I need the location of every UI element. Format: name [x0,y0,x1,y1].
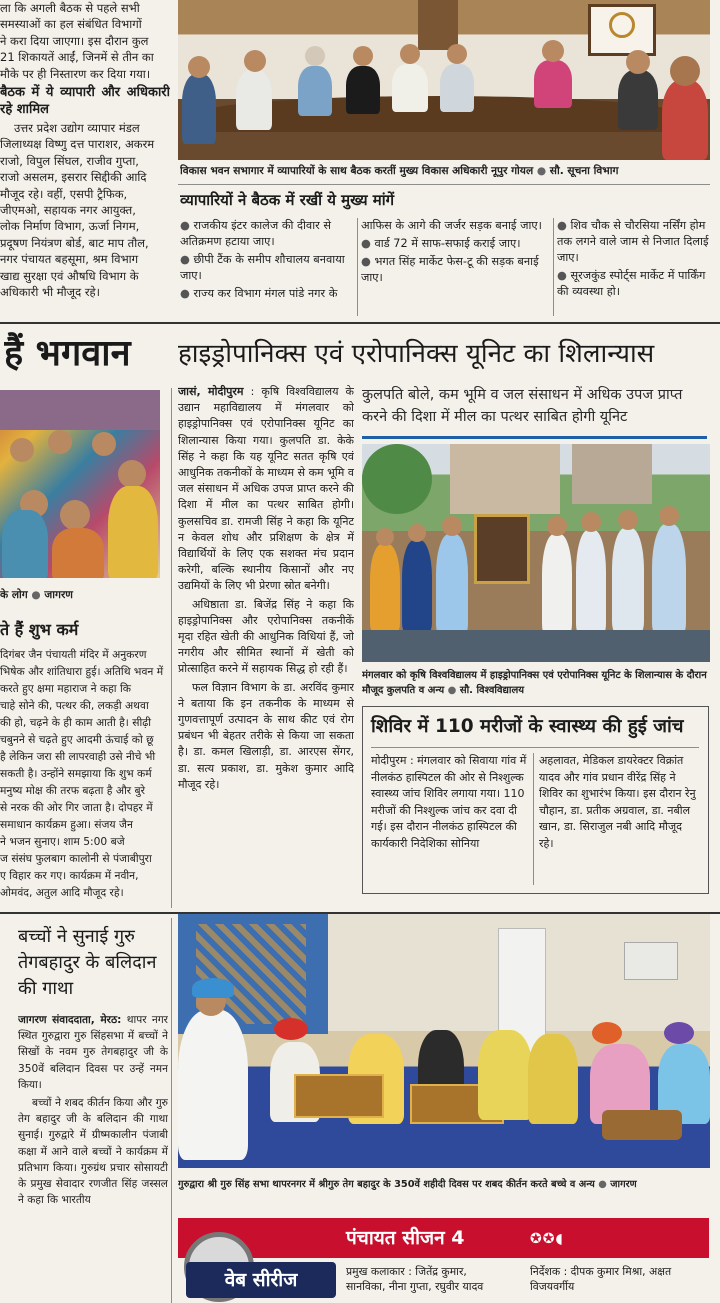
text-line: प्रदूषण नियंत्रण बोर्ड, बाट माप तौल, [0,235,149,250]
guru-paragraph-2: बच्चों ने शबद कीर्तन किया और गुरु तेग बहादुर जी के बलिदान की गाथा सुनाई। गुरुद्वारे में ग्रीष्मकालीन पंजाबी कक्षा में आने वाले बच्चों ने कार्यक्रम में प्रतिभाग किया। गुरुग्रंथ प्रचार सोसायटी के प्रमुख सेवादार रणजीत सिंह जस्सल ने कहा कि भारतीय [18,1097,168,1207]
text-line: से नरक की ओर गिर जाता है। दोपहर में [0,801,153,814]
demands-column-3 [557,218,709,318]
camp-column-1: मोदीपुरम : मंगलवार को सिवाया गांव में नीलकंठ हास्पिटल की ओर से निश्शुल्क स्वास्थ्य जांच शिविर लगाया गया। 110 मरीजों की निश्शुल्क जांच कर दवा दी गई। इस दौरान नीलकंठ हास्पिटल की कार्यकारी निदेशिका सोनिया [371,754,527,850]
photo-credit: जागरण [44,589,73,601]
bullet-icon: ● [361,255,375,268]
guru-body [18,1012,168,1303]
meeting-photo [178,0,710,160]
section-divider [0,322,720,324]
credit-dot-icon: ● [31,589,41,601]
caption-text: विकास भवन सभागार में व्यापारियों के साथ बैठक करतीं मुख्य विकास अधिकारी नूपुर गोयल [180,165,534,177]
text-line: की हो, चढ़ने के ही काम आती है। सीढ़ी [0,716,152,729]
camp-headline: शिविर में 110 मरीजों के स्वास्थ्य की हुई जांच [371,716,684,737]
guru-headline: बच्चों ने सुनाई गुरु तेगबहादुर के बलिदान की गाथा [18,926,157,999]
column-divider [553,218,554,316]
text-line: उत्तर प्रदेश उद्योग व्यापार मंडल [14,121,140,136]
hydro-paragraph-3: फल विज्ञान विभाग के डा. अरविंद कुमार ने बताया कि इन तकनीक के माध्यम से गुणवत्तापूर्ण उत्पादन के साथ कीट एवं रोग प्रबंधन भी बेहतर तरीके से किया जा सकता है। डा. कमल खिलाड़ी, डा. आरएस सेंगर, डा. सत्य प्रकाश, डा. मुकेश कुमार आदि मौजूद रहे। [178,680,354,791]
banner-series-label: वेब सीरीज [186,1262,336,1298]
column-divider [171,388,172,908]
column-divider [171,918,172,1303]
left-top-text [0,0,170,318]
text-line: चबुनने से चढ़ते हुए आदमी ऊंचाई को छू [0,733,154,746]
text-line: जिलाध्यक्ष विष्णु दत्त पाराशर, अकरम [0,137,155,152]
dateline: जागरण संवाददाता, मेरठ: [18,1014,122,1026]
bullet-icon: ● [180,253,194,266]
list-item: ● राज्य कर विभाग मंगल पांडे नगर के [180,287,338,300]
credit-dot-icon: ● [536,165,547,177]
list-item: ● शिव चौक से चौरसिया नर्सिंग होम तक लगने वाले जाम से निजात दिलाई जाए। [557,219,709,264]
guru-paragraph-1: जागरण संवाददाता, मेरठ: थापर नगर स्थित गुरुद्वारा गुरु सिंहसभा में बच्चों ने सिखों के नवम गुरु तेगबहादुर जी के 350वें बलिदान दिवस पर उन्हें नमन किया। [18,1014,168,1091]
demands-column-1 [180,218,356,318]
text-line: ओमवंद, अतुल आदि मौजूद रहे। [0,886,124,899]
text-line: मौके पर ही निस्तारण कर दिया गया। [0,66,151,81]
list-item: ● वार्ड 72 में साफ-सफाई कराई जाए। [361,237,521,250]
text-line: है लेकिन जरा सी लापरवाही उसे नीचे भी [0,750,156,763]
caption-text: मंगलवार को कृषि विश्वविद्यालय में हाइड्रोपानिक्स एवं एरोपानिक्स यूनिट के शिलान्यास के दौरान मौजूद कुलपति व अन्य [362,670,707,696]
list-item: ● सूरजकुंड स्पोर्ट्स मार्केट में पार्किंग की व्यवस्था हो। [557,269,706,298]
devotees-caption [0,588,170,604]
hydro-paragraph-1: जासं, मोदीपुरम : कृषि विश्वविद्यालय के उद्यान महाविद्यालय में मंगलवार को हाइड्रोपानिक्स एवं एरोपानिक्स यूनिट का शिलान्यास किया गया। कुलपति डा. केके सिंह ने कहा कि यह यूनिट सतत कृषि एवं आधुनिक तकनीकों के माध्यम से कम भूमि व जल संसाधन में अधिक उपज प्राप्त करने की दिशा में मील का पत्थर साबित होगी। कुलसचिव डा. रामजी सिंह ने कहा कि यूनिट न केवल शोध और प्रशिक्षण के क्षेत्र में विद्यार्थियों के लिए एक सशक्त मंच प्रदान करेगी, बल्कि स्थानीय किसानों और नए उद्यमियों के लिए भी प्रेरणा स्रोत बनेगी। [178,385,354,593]
left-mid-text [0,646,170,910]
foundation-ceremony-photo [362,444,710,662]
photo-credit: सौ. सूचना विभाग [549,165,619,177]
text-line: चाहे सोने की, पत्थर की, लकड़ी अथवा [0,699,149,712]
text-line: ने भजन सुनाए। शाम 5:00 बजे [0,835,125,848]
subheading: बैठक में ये व्यापारी और अधिकारी रहे शामिल [0,85,170,118]
quote-underline [362,436,707,439]
text-line: राजो असलम, इसरार सिद्दीकी आदि [0,170,147,185]
text-line: नगर पंचायत बहसूमा, श्रम विभाग [0,252,139,267]
kirtan-caption [178,1178,710,1194]
ceremony-caption [362,668,710,700]
web-series-banner [178,1218,709,1303]
photo-credit: जागरण [610,1179,637,1190]
column-divider [533,753,534,885]
text-line: समाधान कार्यक्रम हुआ। संजय जैन [0,818,133,831]
demands-heading: व्यापारियों ने बैठक में रखीं ये मुख्य मांगें [180,191,395,209]
text-line: मौजूद रहे। वहीं, एसपी ट्रैफिक, [0,186,128,201]
left-headline: हैं भगवान [4,333,131,374]
credit-dot-icon: ● [447,685,457,696]
text-line: 21 शिकायतें आईं, जिनमें से तीन का [0,50,154,65]
divider [371,747,699,748]
hydro-body [178,384,354,902]
bullet-icon: ● [180,287,194,300]
text-line: ने करा दिया जाएगा। इस दौरान कुल [0,33,149,48]
list-item: ● छीपी टैंक के समीप शौचालय बनवाया जाए। [180,253,345,282]
hydro-paragraph-2: अधिष्ठाता डा. बिजेंद्र सिंह ने कहा कि हाइड्रोपानिक्स और एरोपानिक्स तकनीकें मृदा रहित खेती की आधुनिक विधियां हैं, जो नगरीय और सीमित स्थानों में खेती को प्रोत्साहित करने में सहायक सिद्ध हो रही हैं। [178,597,354,676]
bullet-icon: ● [557,219,571,232]
meeting-caption [180,164,710,180]
camp-column-2: अहलावत, मेडिकल डायरेक्टर विक्रांत यादव और गांव प्रधान वीरेंद्र सिंह ने शिविर का शुभारंभ किया। इस दौरान रेनु चौहान, डा. प्रतीक अग्रवाल, डा. नबील खान, डा. सिराजुल नबी आदि मौजूद रहे। [539,754,696,850]
kirtan-photo [178,914,710,1168]
banner-director: निर्देशक : दीपक कुमार मिश्रा, अक्षत विजयवर्गीय [530,1265,672,1293]
text-line: अधिकारी भी मौजूद रहे। [0,285,101,300]
text-line: समस्याओं का हल संबंधित विभागों [0,17,142,32]
column-divider [357,218,358,316]
banner-title: पंचायत सीजन 4 [346,1227,465,1249]
caption-text: के लोग [0,589,28,601]
credit-dot-icon: ● [598,1179,607,1190]
reel-icon: ✪✪◖ [530,1231,564,1247]
devotees-photo [0,390,160,578]
hydro-headline: हाइड्रोपानिक्स एवं एरोपानिक्स यूनिट का शिलान्यास [178,339,655,369]
hydro-pull-quote: कुलपति बोले, कम भूमि व जल संसाधन में अधिक उपज प्राप्त करने की दिशा में मील का पत्थर साबित होगी यूनिट [362,387,683,425]
demands-column-2 [361,218,551,318]
left-subheading: ते हैं शुभ कर्म [0,620,79,639]
list-item: ● भगत सिंह मार्केट फेस-टू की सड़क बनाई जाए। [361,255,539,284]
list-item: ● राजकीय इंटर कालेज की दीवार से अतिक्रमण हटाया जाए। [180,219,331,248]
divider [178,184,710,185]
text-line: जीएमओ, सहायक नगर आयुक्त, [0,203,136,218]
text-line: लोक निर्माण विभाग, ऊर्जा निगम, [0,219,140,234]
dateline: जासं, मोदीपुरम [178,385,244,398]
text-line: सकती है। उन्होंने समझाया कि शुभ कर्म [0,767,152,780]
banner-artists: प्रमुख कलाकार : जितेंद्र कुमार, सानविका, नीना गुप्ता, रघुवीर यादव [346,1265,484,1293]
bullet-icon: ● [361,237,375,250]
text-line: खाद्य सुरक्षा एवं औषधि विभाग के [0,268,139,283]
camp-box [362,706,709,894]
caption-text: गुरुद्वारा श्री गुरु सिंह सभा थापरनगर में श्रीगुरु तेग बहादुर के 350वें शहीदी दिवस पर शबद कीर्तन करते बच्चे व अन्य [178,1179,595,1190]
banner-header [178,1218,709,1258]
photo-credit: सौ. विश्वविद्यालय [459,685,525,696]
bullet-icon: ● [180,219,194,232]
text-line: ए विहार कर गए। कार्यक्रम में नवीन, [0,869,139,882]
text-line: ला कि अगली बैठक से पहले सभी [0,1,140,15]
bullet-icon: ● [557,269,571,282]
list-item: आफिस के आगे की जर्जर सड़क बनाई जाए। [361,219,542,232]
text-line: भिषेक और शांतिधारा हुई। अतिथि भवन में [0,665,164,678]
text-line: राजो, विपुल सिंघल, राजीव गुप्ता, [0,153,139,168]
text-line: करते हुए क्षमा महाराज ने कहा कि [0,682,131,695]
text-line: ज संसंघ फुलबाग कालोनी से पंजाबीपुरा [0,852,152,865]
text-line: दिगंबर जैन पंचायती मंदिर में अनुकरण [0,648,147,661]
text-line: मनुष्य मोक्ष की तरफ बढ़ता है और बुरे [0,784,146,797]
